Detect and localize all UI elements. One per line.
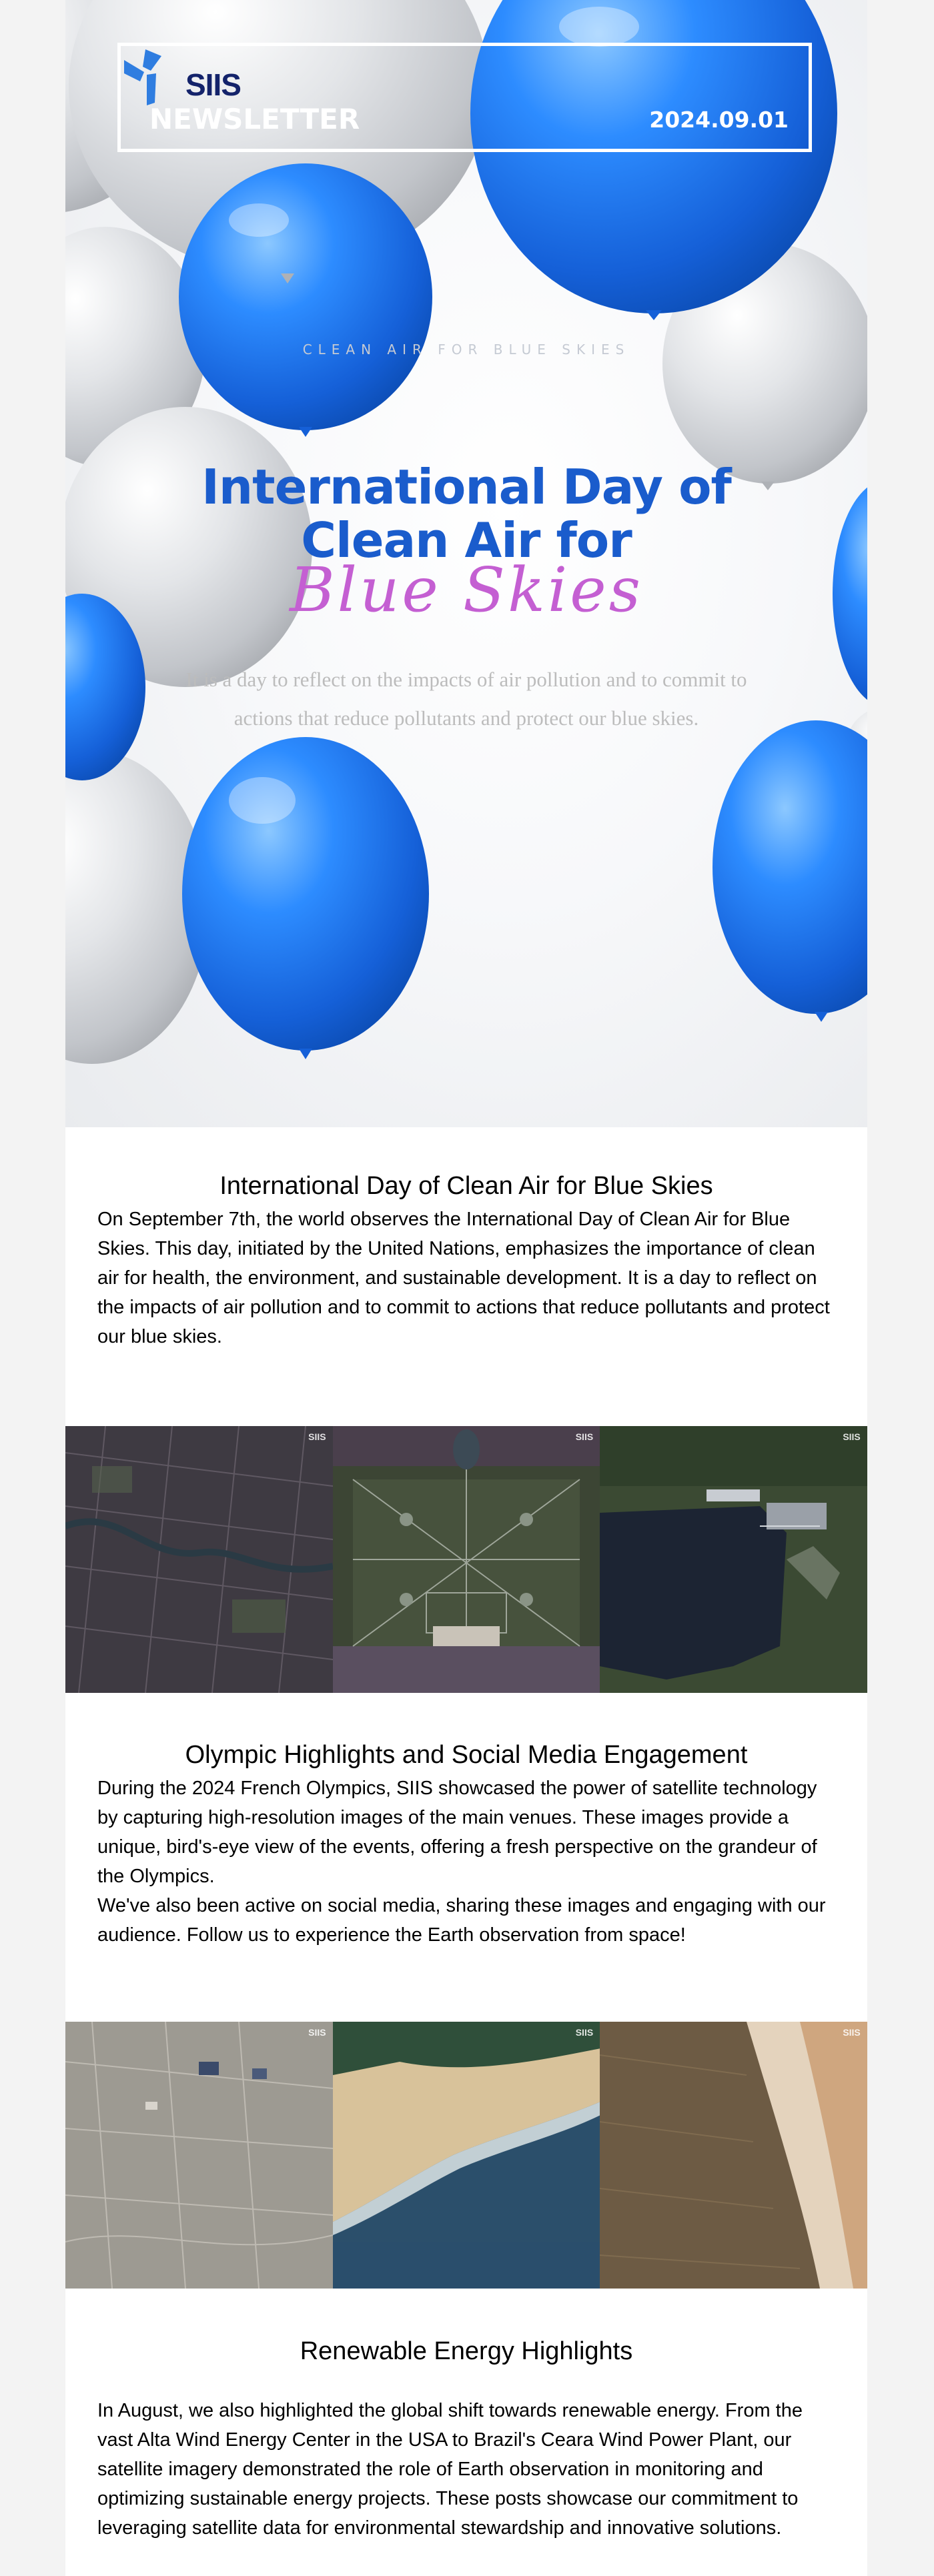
- paragraph: On September 7th, the world observes the International Day of Clean Air for Blue Skies. This day, initiated by the United Nations, emphasizes the importance of clean air for health, the environment, and sustainable development. It is a day to reflect on the impacts of air pollution and to commit to actions that reduce pollutants and protect our blue skies.: [97, 1209, 830, 1347]
- satellite-image-versailles-gardens[interactable]: [333, 1426, 600, 1693]
- section-body-renewable: [97, 2396, 835, 2543]
- watermark: SIIS: [575, 2027, 594, 2038]
- section-title-clean-air: International Day of Clean Air for Blue Skies: [219, 1172, 713, 1200]
- hero-tagline: CLEAN AIR FOR BLUE SKIES: [302, 342, 630, 358]
- hero-description: It is a day to reflect on the impacts of air pollution and to commit to actions that reduce pollutants and protect our blue skies.: [185, 668, 747, 730]
- siis-logo-icon: [124, 47, 184, 107]
- image-gallery-renewable: [65, 2022, 867, 2289]
- brand-name: SIIS: [185, 67, 241, 102]
- image-gallery-olympics: [65, 1426, 867, 1693]
- newsletter-page: [65, 0, 867, 2576]
- hero-title-line1: International Day of: [201, 459, 731, 515]
- section-title-olympics: Olympic Highlights and Social Media Engagement: [185, 1741, 748, 1769]
- paragraph: We've also been active on social media, sharing these images and engaging with our audience. Follow us to experience the Earth observation from space!: [97, 1895, 826, 1946]
- satellite-image-wind-farm-desert[interactable]: [65, 2022, 333, 2289]
- paragraph: During the 2024 French Olympics, SIIS showcased the power of satellite technology by capturing high-resolution images of the main venues. These images provide a unique, bird's-eye view of the events, offering a fresh perspective on the grandeur of the Olympics.: [97, 1778, 817, 1887]
- newsletter-label: NEWSLETTER: [149, 103, 360, 135]
- satellite-image-sandy-coast[interactable]: [600, 2022, 867, 2289]
- blue-balloon: [179, 163, 432, 430]
- blue-balloon: [713, 720, 867, 1014]
- satellite-image-coastal-dunes[interactable]: [333, 2022, 600, 2289]
- section-title-renewable: Renewable Energy Highlights: [300, 2337, 633, 2365]
- paragraph: In August, we also highlighted the global shift towards renewable energy. From the vast Alta Wind Energy Center in the USA to Brazil's Ceara Wind Power Plant, our satellite imagery demonstrated the role of Earth observation in monitoring and optimizing sustainable energy projects. These posts showcase our commitment to leveraging satellite data for environmental stewardship and innovative solutions.: [97, 2400, 803, 2539]
- hero-title-script: Blue Skies: [290, 554, 643, 626]
- watermark: SIIS: [308, 1431, 326, 1442]
- hero-banner: [65, 0, 867, 1127]
- watermark: SIIS: [843, 1431, 861, 1442]
- watermark: SIIS: [843, 2027, 861, 2038]
- satellite-image-nautical-stadium[interactable]: [600, 1426, 867, 1693]
- section-body-clean-air: [97, 1205, 835, 1351]
- watermark: SIIS: [575, 1431, 594, 1442]
- watermark: SIIS: [308, 2027, 326, 2038]
- section-body-olympics: [97, 1774, 835, 1950]
- blue-balloon: [182, 737, 429, 1051]
- hero-title-line2: Clean Air for: [301, 512, 632, 568]
- issue-date: 2024.09.01: [649, 107, 789, 133]
- satellite-image-paris-city[interactable]: [65, 1426, 333, 1693]
